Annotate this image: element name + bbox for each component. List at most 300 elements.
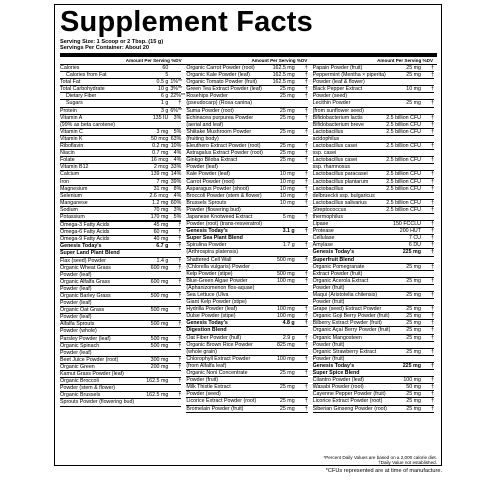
nutrient-name: Powder (fruit): [186, 377, 219, 384]
nutrient-name: Powder (leaf): [60, 300, 92, 307]
nutrient-row: [313, 179, 434, 186]
nutrient-row: [60, 214, 181, 222]
nutrient-amount: 162.5 mg: [272, 79, 295, 86]
nutrient-name: Wasabi Powder (root): [312, 384, 364, 391]
nutrient-name: (from Alfalfa leaf): [186, 362, 227, 369]
nutrient-dv: †: [304, 107, 308, 114]
nutrient-name: Siberian Ginseng Powder (root): [312, 405, 387, 412]
nutrient-name: Organic Açaí Berry Powder (fruit): [312, 327, 391, 334]
nutrient-amount: 2.5 billion CFU: [386, 171, 421, 178]
nutrient-amount: 500 mg: [150, 335, 169, 342]
nutrient-name: Genesis Today's: [312, 362, 355, 369]
nutrient-dv: †: [431, 391, 434, 398]
nutrient-name: Organic Noni Concentrate: [186, 370, 248, 377]
nutrient-row: [60, 307, 181, 314]
nutrient-row: [186, 228, 307, 235]
nutrient-amount: 0.2 mg: [152, 143, 169, 150]
nutrient-name: Organic Kale Powder (leaf): [186, 72, 250, 79]
nutrient-name: Shiitake Mushroom Powder: [186, 128, 252, 135]
nutrient-dv: [423, 150, 434, 156]
nutrient-dv: †: [304, 72, 308, 79]
nutrient-amount: 25 mg: [406, 65, 421, 71]
nutrient-dv: †: [178, 378, 182, 385]
nutrient-row: [60, 314, 181, 321]
nutrient-dv: [423, 214, 434, 220]
nutrient-name: Suma Powder (root): [186, 107, 234, 114]
nutrient-name: Dulse Powder (stipe): [186, 313, 236, 320]
nutrient-dv: 4%: [173, 150, 182, 157]
nutrient-name: Powder (whole): [60, 328, 97, 335]
nutrient-name: Powder (fruit): [312, 284, 345, 291]
nutrient-name: Organic Brussels: [60, 392, 101, 399]
nutrient-amount: 5 mg: [282, 213, 295, 220]
nutrient-name: Powder (seed): [186, 391, 221, 398]
nutrient-dv: †: [431, 398, 434, 405]
nutrient-amount: 25 mg: [279, 370, 295, 377]
nutrient-name: Oat Fiber Powder (hull): [186, 334, 242, 341]
nutrient-row: [60, 321, 181, 328]
nutrient-name: Organic Wheat Grass: [60, 264, 111, 271]
nutrient-row: [313, 100, 434, 107]
nutrient-row: [186, 285, 307, 292]
nutrient-row: [186, 335, 307, 342]
nutrient-name: Organic Goji Berry Powder (fruit): [312, 313, 390, 320]
nutrient-amount: [277, 235, 297, 241]
nutrient-dv: †: [304, 143, 308, 150]
nutrient-dv: †: [431, 114, 434, 121]
nutrient-name: Vitamin C: [60, 128, 83, 135]
nutrient-amount: 225 mg: [402, 249, 421, 256]
nutrient-amount: 5: [165, 72, 169, 79]
nutrient-row: [60, 143, 181, 150]
nutrient-name: Chlorophyll Extract Powder: [186, 355, 251, 362]
nutrient-name: (from sunflower seed): [312, 107, 364, 114]
nutrient-name: Brussels Sprouts: [186, 199, 227, 206]
nutrient-name: Bromelain Powder (fruit): [186, 405, 244, 412]
nutrient-amount: 25 mg: [406, 263, 421, 270]
nutrient-row: [186, 115, 307, 122]
nutrient-dv: †: [304, 157, 308, 164]
nutrient-amount: 25 mg: [279, 157, 295, 164]
nutrient-dv: †: [304, 213, 308, 220]
nutrient-dv: [297, 327, 308, 333]
nutrient-amount: 2.5 billion CFU: [386, 178, 421, 185]
nutrient-amount: 70 mg: [153, 206, 169, 213]
nutrient-amount: 100 mg: [276, 277, 295, 284]
nutrient-amount: [403, 193, 423, 199]
nutrient-row: [60, 229, 181, 236]
nutrient-row: [186, 342, 307, 349]
nutrient-row: [60, 93, 186, 100]
nutrient-amount: 500 mg: [150, 321, 169, 328]
nutrient-dv: †: [304, 228, 308, 235]
nutrient-row: [313, 200, 434, 207]
nutrient-name: Niacin: [60, 150, 75, 157]
nutrient-dv: †: [431, 128, 434, 135]
nutrient-dv: [170, 72, 181, 78]
nutrient-row: [186, 200, 307, 207]
nutrient-dv: †: [178, 243, 182, 250]
nutrient-dv: †: [178, 356, 182, 363]
servings-per-container: Servings Per Container: About 20: [60, 45, 149, 51]
nutrient-amount: [277, 264, 297, 270]
nutrient-row: [186, 320, 307, 327]
nutrient-row: [186, 327, 307, 334]
nutrient-name: Powder (fruit): [312, 355, 345, 362]
nutrient-amount: 10 mg: [279, 171, 295, 178]
nutrient-amount: 162.5 mg: [146, 378, 169, 385]
nutrient-name: Super Land Plant Blend: [60, 250, 120, 257]
nutrient-dv: †: [304, 242, 308, 249]
nutrient-row: [186, 363, 307, 370]
nutrient-name: Kale Powder (leaf): [186, 171, 230, 178]
nutrient-name: Vitamin A: [60, 114, 83, 121]
nutrient-amount: [150, 272, 170, 278]
nutrient-row: [186, 278, 307, 285]
nutrient-row: [60, 371, 181, 378]
nutrient-dv: †: [304, 65, 308, 71]
nutrient-name: Super Sea Plant Blend: [186, 235, 243, 242]
nutrient-row: [60, 343, 181, 350]
nutrient-dv: †: [304, 384, 308, 391]
nutrient-amount: [277, 292, 297, 298]
nutrient-name: Lactobacillus: [312, 128, 344, 135]
nutrient-name: Organic Oat Grass: [60, 307, 105, 314]
nutrient-row: [313, 398, 434, 405]
nutrient-dv: †: [304, 256, 308, 263]
nutrient-name: Organic Acerola Extract: [312, 277, 369, 284]
nutrient-row: [60, 236, 181, 243]
nutrient-row: [60, 328, 181, 335]
nutrient-name: Bifidobacterium breve: [312, 121, 364, 128]
nutrient-amount: 162.5 mg: [272, 65, 295, 71]
footnotes: [55, 455, 437, 465]
nutrient-name: Sprouts Powder (flowering bud): [60, 399, 135, 406]
nutrient-name: Lactobacillus salivarius: [312, 199, 367, 206]
nutrient-dv: [423, 108, 434, 114]
nutrient-dv: †: [431, 221, 434, 228]
nutrient-row: [186, 249, 307, 256]
nutrient-row: [60, 115, 181, 122]
nutrient-name: Grape (seed) Extract Powder: [312, 306, 382, 313]
panel-title: Supplement Facts: [60, 6, 313, 38]
nutrient-row: [60, 250, 181, 257]
nutrient-row: [60, 157, 181, 164]
nutrient-amount: 500 mg: [276, 270, 295, 277]
nutrient-name: Total Carbohydrate: [60, 86, 105, 93]
nutrient-name: Peppermint (Mentha × piperita): [312, 72, 386, 79]
nutrient-row: [313, 313, 434, 320]
nutrient-name: Licorice Extract Powder (root): [312, 398, 383, 405]
nutrient-name: Super Spice Blend: [312, 370, 360, 377]
nutrient-amount: 25 mg: [406, 348, 421, 355]
nutrient-dv: [423, 136, 434, 142]
nutrient-dv: [297, 207, 308, 213]
nutrient-row: [313, 221, 434, 228]
nutrient-dv: †: [304, 405, 308, 412]
nutrient-dv: [297, 264, 308, 270]
nutrient-dv: [170, 328, 181, 334]
nutrient-row: [313, 264, 434, 271]
nutrient-dv: 5%: [173, 128, 182, 135]
nutrient-amount: 2.5 billion CFU: [386, 157, 421, 164]
nutrient-dv: 14%: [170, 171, 182, 178]
nutrient-amount: 2.5 billion CFU: [386, 143, 421, 150]
nutrient-dv: †: [431, 320, 434, 327]
nutrient-name: Shattered Cell Wall: [186, 256, 232, 263]
nutrient-amount: [277, 285, 297, 291]
nutrient-amount: 100 mg: [403, 377, 421, 384]
nutrient-dv: 5%: [173, 213, 182, 220]
nutrient-row: [60, 364, 181, 371]
nutrient-column-1: [60, 65, 184, 413]
nutrient-name: ssp. casei: [312, 150, 337, 157]
nutrient-name: (whole grain): [186, 348, 217, 355]
nutrient-row: [60, 200, 181, 207]
nutrient-dv: †: [431, 249, 434, 256]
nutrient-amount: [277, 249, 297, 255]
nutrient-row: [313, 108, 434, 115]
nutrient-dv: †: [178, 293, 182, 299]
nutrient-dv: †: [178, 321, 182, 328]
nutrient-row: [60, 399, 181, 406]
nutrient-amount: [277, 327, 297, 333]
nutrient-amount: 25 mg: [279, 405, 295, 412]
nutrient-row: [186, 271, 307, 278]
nutrient-row: [313, 79, 434, 86]
nutrient-dv: †: [178, 222, 182, 229]
nutrient-amount: [277, 363, 297, 369]
nutrient-row: [186, 235, 307, 242]
nutrient-name: Genesis Today's: [312, 249, 355, 256]
nutrient-dv: †: [304, 306, 308, 313]
nutrient-dv: †: [431, 362, 434, 369]
nutrient-amount: [150, 314, 170, 320]
nutrient-dv: 8%: [173, 185, 182, 192]
nutrient-amount: 2.6 mcg: [149, 192, 169, 199]
nutrient-amount: 50 mcg: [150, 135, 169, 142]
nutrient-dv: [297, 292, 308, 298]
nutrient-amount: 25 mg: [279, 398, 295, 405]
nutrient-row: [60, 258, 181, 265]
nutrient-dv: †: [178, 257, 182, 264]
nutrient-dv: †: [431, 348, 434, 355]
nutrient-dv: [170, 350, 181, 356]
nutrient-dv: †: [304, 93, 308, 100]
nutrient-dv: [297, 221, 308, 227]
nutrient-row: [313, 129, 434, 136]
nutrient-dv: [297, 377, 308, 383]
nutrient-name: Genesis Today's: [186, 228, 228, 235]
nutrient-amount: 1.4 g: [156, 257, 169, 264]
nutrient-name: Genesis Today's: [186, 320, 228, 327]
nutrient-amount: 2.5 billion CFU: [386, 128, 421, 135]
nutrient-name: Papain Powder (fruit): [312, 65, 363, 71]
nutrient-row: [60, 357, 181, 364]
nutrient-name: Genesis Today's: [60, 243, 102, 250]
nutrient-row: [313, 306, 434, 313]
nutrient-name: Powder (fruit): [312, 299, 345, 306]
nutrient-row: [313, 406, 434, 413]
nutrient-dv: [297, 285, 308, 291]
nutrient-row: [60, 265, 181, 272]
nutrient-row: [186, 179, 307, 186]
nutrient-row: [186, 264, 307, 271]
nutrient-row: [313, 235, 434, 242]
nutrient-column-3: [311, 65, 437, 413]
nutrient-row: [60, 122, 181, 129]
nutrient-row: [186, 306, 307, 313]
nutrient-row: [313, 342, 434, 349]
nutrient-name: Protein: [60, 107, 77, 114]
nutrient-dv: †: [178, 264, 182, 271]
nutrient-dv: [170, 371, 181, 377]
nutrient-name: Cayenne Pepper Powder (fruit): [312, 391, 386, 398]
nutrient-amount: 100 mg: [276, 355, 295, 362]
nutrient-row: [60, 171, 181, 178]
nutrient-name: Eleuthero Extract Powder (root): [186, 143, 261, 150]
nutrient-amount: 200 HUT: [399, 228, 421, 235]
nutrient-name: Organic Alfalfa Grass: [60, 278, 111, 285]
nutrient-name: Folate: [60, 157, 75, 164]
nutrient-dv: †: [304, 199, 308, 206]
nutrient-name: (Chlorella vulgaris) Powder: [186, 263, 250, 270]
nutrient-dv: 60%: [170, 199, 182, 206]
nutrient-amount: [277, 349, 297, 355]
nutrient-amount: 31 mg: [153, 185, 169, 192]
nutrient-dv: †: [178, 229, 182, 236]
nutrient-amount: [277, 221, 297, 227]
nutrient-name: Superfruit Blend: [312, 256, 355, 263]
nutrient-dv: [297, 349, 308, 355]
nutrient-dv: [423, 299, 434, 305]
nutrient-name: Powder (seed): [312, 93, 348, 100]
nutrient-name: Kelp Powder (stipe): [186, 270, 233, 277]
nutrient-row: [313, 356, 434, 363]
nutrient-dv: [423, 93, 434, 99]
nutrient-row: [186, 406, 307, 413]
nutrient-row: [313, 335, 434, 342]
nutrient-row: [186, 93, 307, 100]
nutrient-amount: [277, 391, 297, 397]
nutrient-name: Organic Brown Rice Powder: [186, 341, 253, 348]
nutrient-dv: 1%**: [170, 79, 183, 86]
nutrient-name: Bifidobacterium lactis: [312, 114, 363, 121]
nutrient-name: Total Fat: [60, 79, 81, 86]
nutrient-name: Organic Spinach: [60, 342, 100, 349]
nutrient-row: [186, 349, 307, 356]
nutrient-row: [313, 72, 434, 79]
nutrient-name: Sea Lettuce (Ulva: [186, 292, 229, 298]
nutrient-dv: †: [431, 235, 434, 242]
nutrient-name: Organic Broccoli: [60, 378, 99, 385]
nutrient-amount: 600 mg: [150, 278, 169, 285]
nutrient-column-2: [184, 65, 310, 413]
nutrient-name: Omega-9 Fatty Acids: [60, 236, 110, 243]
nutrient-amount: 10 mg: [279, 199, 295, 206]
nutrient-amount: 0.7 mg: [152, 150, 169, 157]
nutrient-dv: †: [304, 114, 308, 121]
nutrient-amount: 500 mg: [150, 342, 169, 349]
nutrient-dv: [423, 342, 434, 348]
nutrient-dv: †: [304, 320, 308, 327]
nutrient-row: [313, 150, 434, 157]
nutrient-row: [313, 228, 434, 235]
nutrient-name: Blue-Green Algae Powder: [186, 277, 248, 284]
nutrient-name: Calories from Fat: [66, 72, 107, 79]
nutrient-dv: [423, 285, 434, 291]
nutrient-row: [60, 350, 181, 357]
nutrient-amount: [403, 370, 423, 376]
nutrient-amount: 100 mg: [276, 313, 295, 320]
nutrient-dv: [423, 356, 434, 362]
nutrient-dv: 10%: [170, 143, 182, 150]
nutrient-dv: 63%: [170, 135, 182, 142]
nutrient-dv: †: [304, 171, 308, 178]
nutrient-amount: 60: [162, 65, 169, 71]
nutrient-amount: [277, 122, 297, 128]
serving-size: Serving Size: 1 Scoop or 2 Tbsp. (15 g): [60, 39, 164, 45]
nutrient-amount: 1 g: [160, 100, 169, 107]
nutrient-dv: †: [431, 121, 434, 128]
nutrient-name: Licorice Extract Powder (root): [186, 398, 257, 405]
nutrient-dv: †: [431, 377, 434, 384]
nutrient-name: Vitamin K: [60, 135, 83, 142]
nutrient-amount: 25 mg: [406, 72, 421, 79]
nutrient-row: [186, 164, 307, 171]
nutrient-name: Asparagus Powder (shoot): [186, 185, 250, 192]
nutrient-name: Maqui (Aristotelia chilensis): [312, 292, 378, 298]
nutrient-amount: [150, 385, 170, 391]
nutrient-row: [60, 336, 181, 343]
column-header-row: [60, 57, 437, 65]
nutrient-amount: [403, 285, 423, 291]
nutrient-row: [60, 86, 181, 93]
nutrient-dv: †: [431, 334, 434, 341]
nutrient-amount: 135 IU: [152, 114, 169, 121]
nutrient-name: Powder (fruit): [312, 341, 345, 348]
nutrient-dv: †: [178, 392, 182, 399]
nutrient-amount: 10 mg: [279, 185, 295, 192]
nutrient-row: [186, 136, 307, 143]
nutrient-dv: †: [431, 143, 434, 150]
nutrient-row: [313, 278, 434, 285]
nutrient-dv: †: [304, 334, 308, 341]
nutrient-amount: [403, 136, 423, 142]
nutrient-amount: 100 mg: [276, 306, 295, 313]
nutrient-row: [60, 193, 181, 200]
nutrient-dv: †: [178, 342, 182, 349]
nutrient-amount: 162.5 mg: [146, 392, 169, 399]
nutrient-dv: †: [304, 355, 308, 362]
nutrient-amount: [277, 377, 297, 383]
nutrient-row: [313, 377, 434, 384]
nutrient-name: Dietary Fiber: [66, 93, 97, 100]
nutrient-row: [186, 257, 307, 264]
nutrient-dv: [297, 299, 308, 305]
nutrient-dv: [170, 399, 181, 405]
nutrient-name: Powder (leaf): [60, 285, 92, 292]
nutrient-dv: [297, 122, 308, 128]
nutrient-row: [186, 193, 307, 200]
nutrient-row: [313, 349, 434, 356]
nutrient-name: Sodium: [60, 206, 78, 213]
nutrient-dv: 6%**: [170, 107, 183, 114]
nutrient-name: Extract Powder (fruit): [312, 270, 363, 277]
nutrient-amount: 10 mg: [279, 178, 295, 185]
nutrient-amount: 2.5 billion CFU: [386, 114, 421, 121]
nutrient-dv: †: [304, 192, 308, 199]
